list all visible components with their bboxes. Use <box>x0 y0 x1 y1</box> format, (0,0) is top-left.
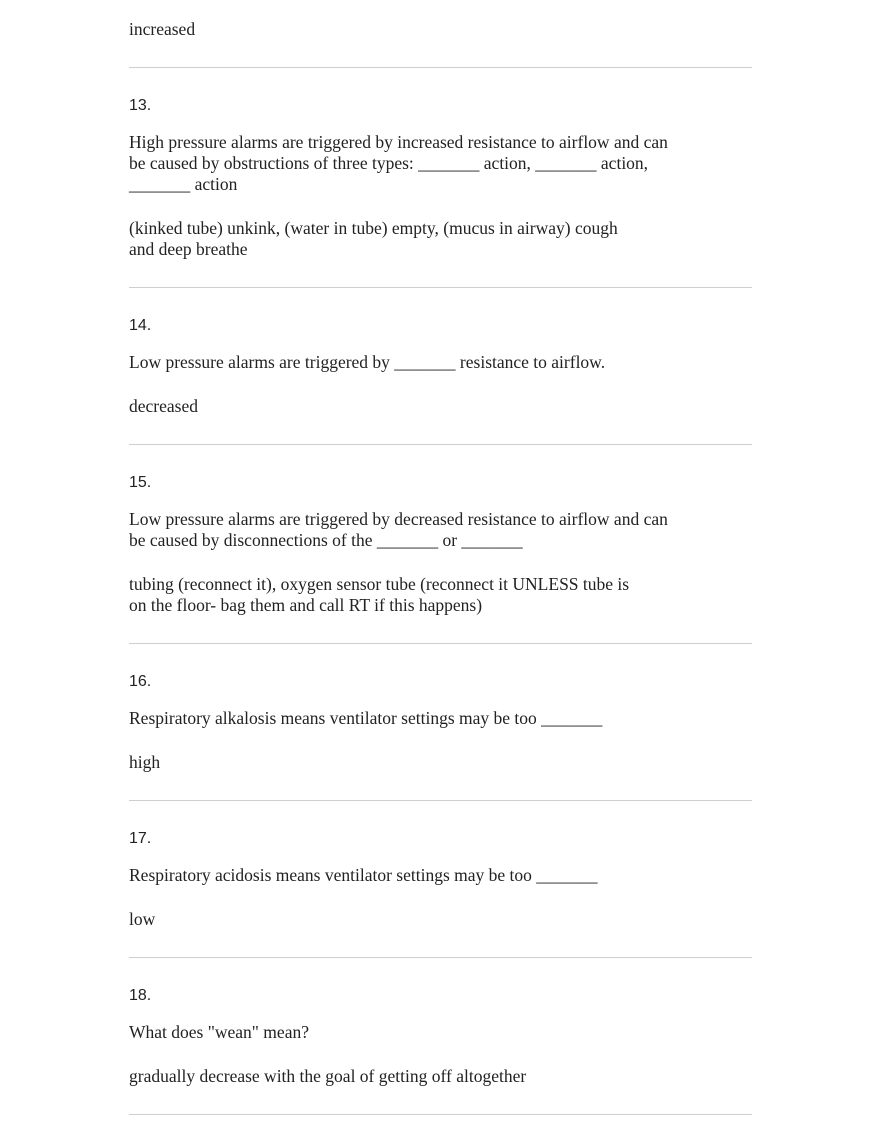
question-line: Respiratory alkalosis means ventilator settings may be too _______ <box>129 708 603 728</box>
flashcard-list <box>129 19 752 1115</box>
card-question <box>129 352 752 373</box>
card-number: 14. <box>129 317 152 334</box>
previous-answer <box>129 19 752 67</box>
question-line: be caused by obstructions of three types: _______ action, _______ action, <box>129 153 649 173</box>
card-answer <box>129 218 752 260</box>
card-item <box>129 957 752 1114</box>
card-question <box>129 1022 752 1043</box>
card-answer <box>129 1066 752 1087</box>
card-item <box>129 444 752 643</box>
card-number: 18. <box>129 987 152 1004</box>
card-item <box>129 287 752 444</box>
question-line: What does "wean" mean? <box>129 1022 309 1042</box>
answer-line: decreased <box>129 396 198 416</box>
card-item <box>129 643 752 800</box>
card-answer <box>129 396 752 417</box>
answer-line: gradually decrease with the goal of getting off altogether <box>129 1066 527 1086</box>
card-question <box>129 865 752 886</box>
answer-line: tubing (reconnect it), oxygen sensor tube (reconnect it UNLESS tube is <box>129 574 630 594</box>
answer-line: and deep breathe <box>129 239 248 259</box>
card-number: 15. <box>129 474 152 491</box>
card-answer <box>129 752 752 773</box>
card-question <box>129 708 752 729</box>
card-item <box>129 800 752 957</box>
answer-line: (kinked tube) unkink, (water in tube) empty, (mucus in airway) cough <box>129 218 618 238</box>
answer-line: increased <box>129 19 196 39</box>
question-line: Low pressure alarms are triggered by decreased resistance to airflow and can <box>129 509 668 529</box>
card-number: 16. <box>129 673 152 690</box>
question-line: Respiratory acidosis means ventilator settings may be too _______ <box>129 865 598 885</box>
card-answer <box>129 909 752 930</box>
divider <box>129 1114 752 1115</box>
question-line: Low pressure alarms are triggered by _______ resistance to airflow. <box>129 352 606 372</box>
card-question <box>129 509 752 551</box>
answer-line: on the floor- bag them and call RT if this happens) <box>129 595 483 615</box>
card-question <box>129 132 752 195</box>
question-line: High pressure alarms are triggered by increased resistance to airflow and can <box>129 132 668 152</box>
card-number: 13. <box>129 97 152 114</box>
card-item <box>129 67 752 287</box>
question-line: _______ action <box>129 174 238 194</box>
answer-line: low <box>129 909 156 929</box>
question-line: be caused by disconnections of the _______ or _______ <box>129 530 523 550</box>
answer-line: high <box>129 752 161 772</box>
card-answer <box>129 574 752 616</box>
card-number: 17. <box>129 830 152 847</box>
